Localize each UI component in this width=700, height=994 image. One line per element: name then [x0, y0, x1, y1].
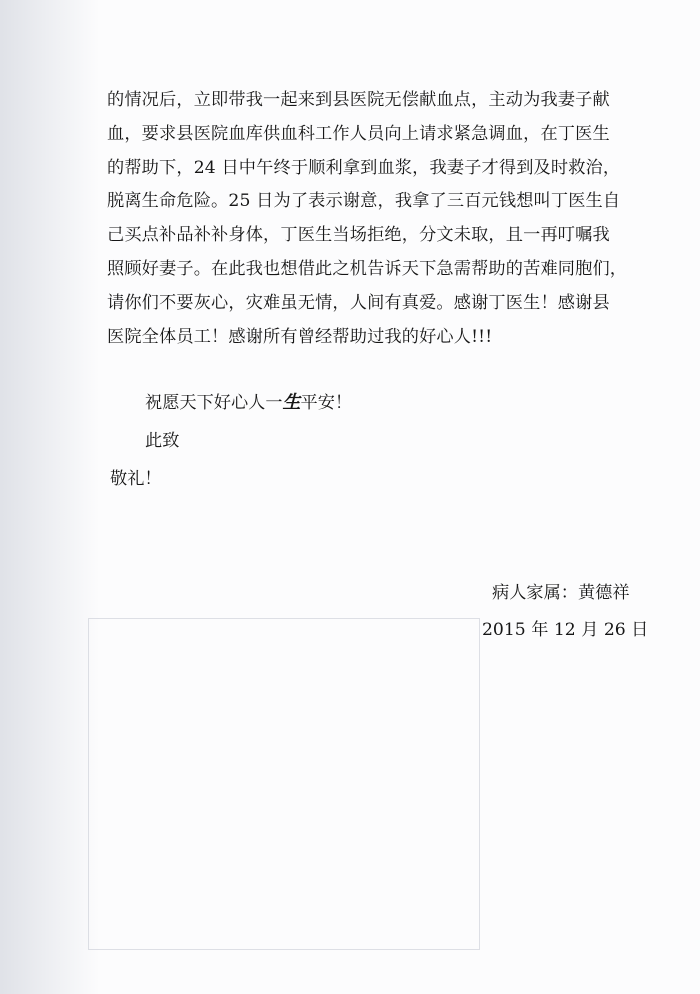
page-edge-shadow — [0, 0, 100, 994]
letter-line: 己买点补品补补身体，丁医生当场拒绝，分文未取，且一再叮嘱我 — [107, 225, 610, 246]
letter-line: 脱离生命危险。25 日为了表示谢意，我拿了三百元钱想叫丁医生自 — [107, 191, 621, 212]
letter-line: 血，要求县医院血库供血科工作人员向上请求紧急调血，在丁医生 — [107, 123, 610, 144]
closing-wish-text-end: 平安！ — [300, 393, 353, 413]
letter-body — [107, 84, 647, 354]
reverse-form-box — [88, 618, 480, 950]
letter-line: 照顾好妻子。在此我也想借此之机告诉天下急需帮助的苦难同胞们， — [107, 258, 628, 279]
closing-wish — [145, 388, 352, 414]
handwritten-correction: 生 — [282, 392, 301, 413]
salutation-jingli: 敬礼！ — [110, 469, 162, 489]
letter-line: 医院全体员工！感谢所有曾经帮助过我的好心人!!! — [107, 326, 493, 347]
letter-line: 请你们不要灰心，灾难虽无情，人间有真爱。感谢丁医生！感谢县 — [107, 292, 610, 313]
closing-wish-text: 祝愿天下好心人一 — [145, 393, 283, 413]
letter-line: 的帮助下，24 日中午终于顺利拿到血浆，我妻子才得到及时救治， — [107, 157, 621, 178]
signature-family: 病人家属：黄德祥 — [492, 583, 630, 603]
salutation-cizhi: 此致 — [145, 431, 180, 451]
letter-line: 的情况后，立即带我一起来到县医院无偿献血点，主动为我妻子献 — [107, 90, 610, 110]
signature-date: 2015 年 12 月 26 日 — [482, 620, 649, 640]
